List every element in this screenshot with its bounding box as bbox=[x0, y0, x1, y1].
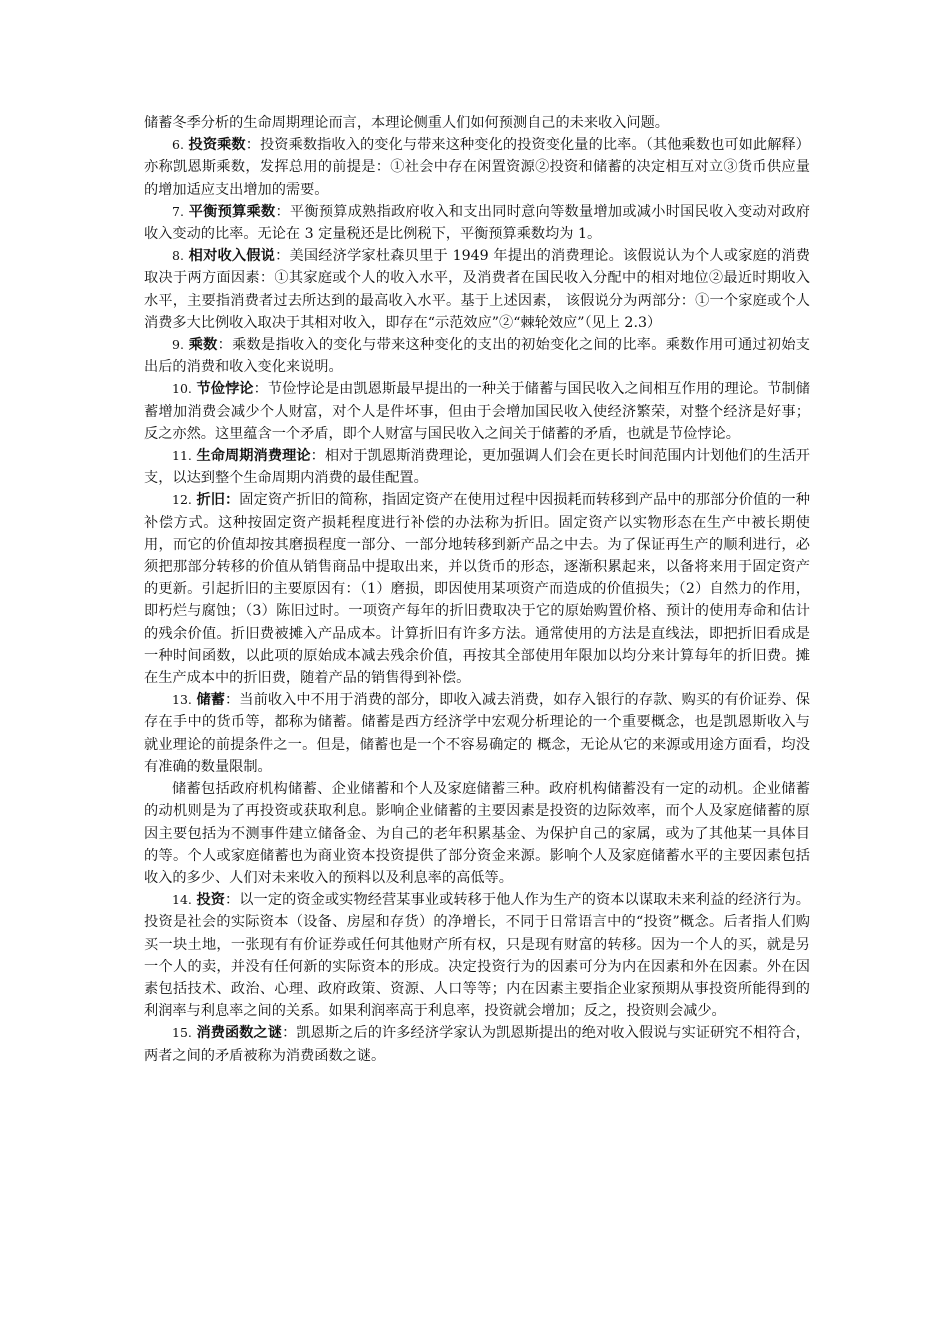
term-heading: 消费函数之谜 bbox=[196, 1025, 283, 1042]
term-heading: 投资乘数 bbox=[188, 137, 246, 154]
document-page bbox=[144, 112, 810, 1067]
paragraph-text: 储蓄冬季分析的生命周期理论而言，本理论侧重人们如何预测自己的未来收入问题。 bbox=[144, 115, 669, 131]
paragraph-text: 固定资产折旧的简称，指固定资产在使用过程中因损耗而转移到产品中的那部分价值的一种补偿方式。这种按固定资产损耗程度进行补偿的办法称为折旧。固定资产以实物形态在生产中被长期使用，而它的价值却按其磨损程度一部分、一部分地转移到新产品之中去。为了保证再生产的顺利进行，必须把那部分转移的价值从销售商品中提取出来，并以货币的形态，逐渐积累起来，以备将来用于固定资产的更新。引起折旧的主要原因有：（1）磨损，即因使用某项资产而造成的价值损失；（2）自然力的作用，即朽烂与腐蚀；（3）陈旧过时。一项资产每年的折旧费取决于它的原始购置价格、预计的使用寿命和估计的残余价值。折旧费被摊入产品成本。计算折旧有许多方法。通常使用的方法是直线法，即把折旧看成是一种时间函数，以此项的原始成本减去残余价值，再按其全部使用年限加以均分来计算每年的折旧费。摊在生产成本中的折旧费，随着产品的销售得到补偿。 bbox=[144, 492, 810, 687]
paragraph-intro bbox=[144, 112, 810, 134]
paragraph-text: ：以一定的资金或实物经营某事业或转移于他人作为生产的资本以谋取未来利益的经济行为。投资是社会的实际资本（设备、房屋和存货）的净增长，不同于日常语言中的“投资”概念。后者指人们购买一块土地，一张现有有价证券或任何其他财产所有权，只是现有财富的转移。因为一个人的买，就是另一个人的卖，并没有任何新的实际资本的形成。决定投资行为的因素可分为内在因素和外在因素。外在因素包括技术、政治、心理、政府政策、资源、人口等等；内在因素主要指企业家预期从事投资所能得到的利润率与利息率之间的关系。如果利润率高于利息率，投资就会增加；反之，投资则会减少。 bbox=[144, 892, 810, 1020]
paragraph-savings-types bbox=[144, 778, 810, 889]
paragraph-item-6 bbox=[144, 134, 810, 201]
paragraph-item-10 bbox=[144, 378, 810, 445]
paragraph-item-13 bbox=[144, 689, 810, 778]
term-heading: 生命周期消费理论 bbox=[196, 448, 311, 465]
paragraph-item-14 bbox=[144, 889, 810, 1022]
paragraph-text: 储蓄包括政府机构储蓄、企业储蓄和个人及家庭储蓄三种。政府机构储蓄没有一定的动机。企业储蓄的动机则是为了再投资或获取利息。影响企业储蓄的主要因素是投资的边际效率，而个人及家庭储蓄的原因主要包括为不测事件建立储备金、为自己的老年积累基金、为保护自己的家属，或为了其他某一具体目的等。个人或家庭储蓄也为商业资本投资提供了部分资金来源。影响个人及家庭储蓄水平的主要因素包括收入的多少、人们对未来收入的预料以及利息率的高低等。 bbox=[144, 781, 810, 886]
item-number: 11. bbox=[172, 448, 192, 464]
item-number: 9. bbox=[172, 337, 184, 353]
item-number: 6. bbox=[172, 137, 184, 153]
paragraph-item-7 bbox=[144, 201, 810, 245]
item-number: 13. bbox=[172, 692, 192, 708]
paragraph-item-11 bbox=[144, 445, 810, 489]
item-number: 7. bbox=[172, 203, 184, 219]
term-heading: 储蓄 bbox=[196, 692, 226, 709]
term-heading: 平衡预算乘数 bbox=[188, 203, 276, 220]
paragraph-text: ：相对于凯恩斯消费理论，更加强调人们会在更长时间范围内计划他们的生活开支，以达到整个生命周期内消费的最佳配置。 bbox=[144, 448, 810, 487]
item-number: 12. bbox=[172, 492, 192, 508]
item-number: 10. bbox=[172, 381, 192, 397]
paragraph-text: ：乘数是指收入的变化与带来这种变化的支出的初始变化之间的比率。乘数作用可通过初始支出后的消费和收入变化来说明。 bbox=[144, 337, 810, 376]
paragraph-text: ：凯恩斯之后的许多经济学家认为凯恩斯提出的绝对收入假说与实证研究不相符合，两者之间的矛盾被称为消费函数之谜。 bbox=[144, 1025, 810, 1064]
paragraph-item-12 bbox=[144, 489, 810, 689]
term-heading: 乘数 bbox=[188, 337, 218, 354]
paragraph-item-8 bbox=[144, 245, 810, 334]
paragraph-item-9 bbox=[144, 334, 810, 378]
paragraph-text: ：节俭悖论是由凯恩斯最早提出的一种关于储蓄与国民收入之间相互作用的理论。节制储蓄增加消费会减少个人财富，对个人是件坏事，但由于会增加国民收入使经济繁荣，对整个经济是好事；反之亦然。这里蕴含一个矛盾，即个人财富与国民收入之间关于储蓄的矛盾，也就是节俭悖论。 bbox=[144, 381, 810, 442]
item-number: 14. bbox=[172, 892, 192, 908]
item-number: 8. bbox=[172, 248, 184, 264]
paragraph-item-15 bbox=[144, 1022, 810, 1066]
term-heading: 节俭悖论 bbox=[196, 381, 254, 398]
paragraph-text: ：投资乘数指收入的变化与带来这种变化的投资变化量的比率。（其他乘数也可如此解释）亦称凯恩斯乘数，发挥总用的前提是：①社会中存在闲置资源②投资和储蓄的决定相互对立③货币供应量的增加适应支出增加的需要。 bbox=[144, 137, 810, 198]
paragraph-text: ：美国经济学家杜森贝里于 1949 年提出的消费理论。该假说认为个人或家庭的消费取决于两方面因素：①其家庭或个人的收入水平，及消费者在国民收入分配中的相对地位②最近时期收入水平，主要指消费者过去所达到的最高收入水平。基于上述因素， 该假说分为两部分：①一个家庭或个人消费多大比例收入取决于其相对收入，即存在“示范效应”②“棘轮效应”（见上 2.3） bbox=[144, 248, 810, 331]
term-heading: 投资 bbox=[196, 892, 226, 909]
paragraph-text: ：平衡预算成熟指政府收入和支出同时意向等数量增加或减小时国民收入变动对政府收入变动的比率。无论在 3 定量税还是比例税下，平衡预算乘数均为 1。 bbox=[144, 203, 810, 243]
term-heading: 折旧： bbox=[196, 492, 240, 509]
term-heading: 相对收入假说 bbox=[188, 248, 276, 265]
item-number: 15. bbox=[172, 1025, 192, 1041]
paragraph-text: ：当前收入中不用于消费的部分，即收入减去消费，如存入银行的存款、购买的有价证券、保存在手中的货币等，都称为储蓄。储蓄是西方经济学中宏观分析理论的一个重要概念，也是凯恩斯收入与就业理论的前提条件之一。但是，储蓄也是一个不容易确定的 概念，无论从它的来源或用途方面看，均没有准确的数量限制。 bbox=[144, 692, 810, 775]
